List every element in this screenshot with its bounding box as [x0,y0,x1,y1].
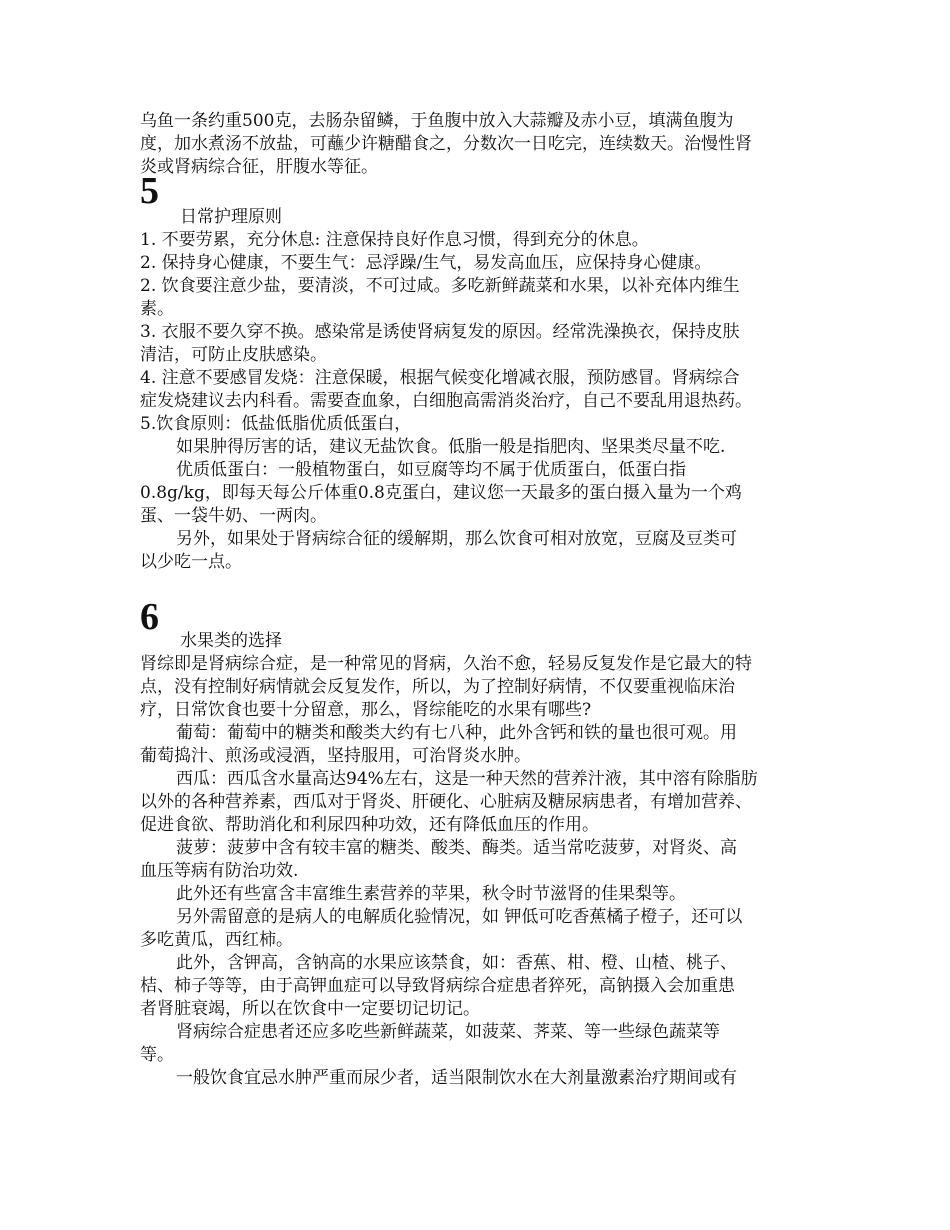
intro-paragraph [140,110,820,179]
section-5-body [140,206,820,574]
text-line: 疗，日常饮食也要十分留意，那么，肾综能吃的水果有哪些? [140,700,592,720]
section-6-body [140,630,820,1090]
section-title: 日常护理原则 [180,207,282,227]
text-line: 者肾脏衰竭，所以在饮食中一定要切记切记。 [140,999,480,1019]
text-line: 1. 不要劳累，充分休息: 注意保持良好作息习惯，得到充分的休息。 [140,230,649,250]
text-line: 清洁，可防止皮肤感染。 [140,345,327,365]
section-number: 5 [140,170,159,212]
text-line: 素。 [140,299,174,319]
text-line: 2. 饮食要注意少盐，要清淡，不可过咸。多吃新鲜蔬菜和水果，以补充体内维生 [140,276,740,296]
intro-line: 度，加水煮汤不放盐，可蘸少许糖醋食之，分数次一日吃完，连续数天。治慢性肾 [140,134,752,154]
text-line: 以外的各种营养素，西瓜对于肾炎、肝硬化、心脏病及糖尿病患者，有增加营养、 [140,792,752,812]
intro-line: 乌鱼一条约重500克，去肠杂留鳞，于鱼腹中放入大蒜瓣及赤小豆，填满鱼腹为 [140,111,734,131]
text-line: 如果肿得厉害的话，建议无盐饮食。低脂一般是指肥肉、坚果类尽量不吃. [176,437,726,457]
text-line: 血压等病有防治功效. [140,861,299,881]
text-line: 点，没有控制好病情就会反复发作，所以，为了控制好病情，不仅要重视临床治 [140,677,735,697]
text-line: 优质低蛋白：一般植物蛋白，如豆腐等均不属于优质蛋白，低蛋白指 [176,460,686,480]
text-line: 此外还有些富含丰富维生素营养的苹果，秋令时节滋肾的佳果梨等。 [176,884,686,904]
text-line: 以少吃一点。 [140,552,242,572]
text-line: 菠萝：菠萝中含有较丰富的糖类、酸类、酶类。适当常吃菠萝，对肾炎、高 [176,838,737,858]
text-line: 0.8g/kg，即每天每公斤体重0.8克蛋白，建议您一天最多的蛋白摄入量为一个鸡 [140,483,742,503]
text-line: 症发烧建议去内科看。需要查血象，白细胞高需消炎治疗，自己不要乱用退热药。 [140,391,752,411]
intro-line: 炎或肾病综合征，肝腹水等征。 [140,157,378,177]
text-line: 葡萄捣汁、煎汤或浸酒，坚持服用，可治肾炎水肿。 [140,746,531,766]
text-line: 2. 保持身心健康，不要生气：忌浮躁/生气，易发高血压，应保持身心健康。 [140,253,712,273]
text-line: 一般饮食宜忌水肿严重而尿少者，适当限制饮水在大剂量激素治疗期间或有 [176,1068,737,1088]
section-title: 水果类的选择 [180,631,282,651]
text-line: 肾综即是肾病综合症，是一种常见的肾病，久治不愈，轻易反复发作是它最大的特 [140,654,752,674]
text-line: 葡萄：葡萄中的糖类和酸类大约有七八种，此外含钙和铁的量也很可观。用 [176,723,737,743]
text-line: 促进食欲、帮助消化和利尿四种功效，还有降低血压的作用。 [140,815,599,835]
section-6-rows [140,653,820,1090]
text-line: 此外，含钾高，含钠高的水果应该禁食，如：香蕉、柑、橙、山楂、桃子、 [176,953,737,973]
text-line: 等。 [140,1045,174,1065]
text-line: 桔、柿子等等，由于高钾血症可以导致肾病综合症患者猝死，高钠摄入会加重患 [140,976,735,996]
section-5 [140,172,820,210]
text-line: 蛋、一袋牛奶、一两肉。 [140,506,327,526]
text-line: 多吃黄瓜，西红柿。 [140,930,293,950]
text-line: 3. 衣服不要久穿不换。感染常是诱使肾病复发的原因。经常洗澡换衣，保持皮肤 [140,322,740,342]
text-line: 4. 注意不要感冒发烧：注意保暖，根据气候变化增减衣服，预防感冒。肾病综合 [140,368,740,388]
section-number: 6 [140,596,159,638]
text-line: 肾病综合症患者还应多吃些新鲜蔬菜，如菠菜、荠菜、等一些绿色蔬菜等 [176,1022,720,1042]
text-line: 另外需留意的是病人的电解质化验情况，如 钾低可吃香蕉橘子橙子，还可以 [176,907,743,927]
text-line: 另外，如果处于肾病综合征的缓解期，那么饮食可相对放宽，豆腐及豆类可 [176,529,737,549]
text-line: 西瓜：西瓜含水量高达94%左右，这是一种天然的营养汁液，其中溶有除脂肪 [176,769,758,789]
text-line: 5.饮食原则：低盐低脂优质低蛋白， [140,414,412,434]
